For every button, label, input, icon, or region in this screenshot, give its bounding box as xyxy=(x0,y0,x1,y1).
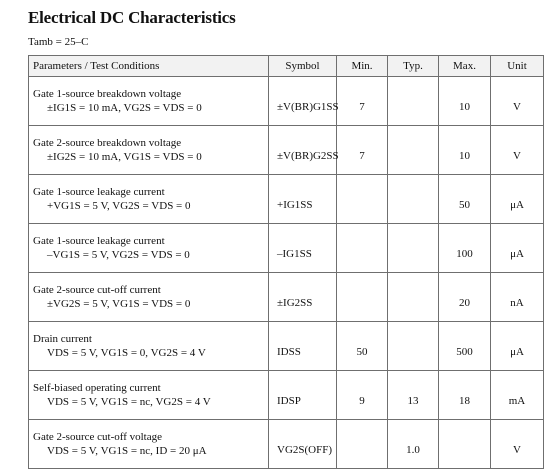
header-max: Max. xyxy=(439,56,491,77)
max-cell: 10 xyxy=(439,77,491,126)
table-row xyxy=(29,273,544,322)
page-title: Electrical DC Characteristics xyxy=(28,8,236,27)
unit-cell: V xyxy=(491,126,544,175)
max-cell xyxy=(439,420,491,469)
min-cell xyxy=(337,420,388,469)
table-row xyxy=(29,322,544,371)
parameter-cell xyxy=(29,420,269,469)
unit-cell: V xyxy=(491,77,544,126)
typ-cell xyxy=(388,322,439,371)
min-cell: 7 xyxy=(337,126,388,175)
table-row xyxy=(29,77,544,126)
symbol-value: –IG1SS xyxy=(277,248,312,260)
symbol-cell xyxy=(269,126,337,175)
parameter-cell xyxy=(29,322,269,371)
header-typ: Typ. xyxy=(388,56,439,77)
header-unit: Unit xyxy=(491,56,544,77)
test-condition: VDS = 5 V, VG1S = nc, ID = 20 μA xyxy=(47,445,207,457)
parameter-cell xyxy=(29,224,269,273)
max-cell: 100 xyxy=(439,224,491,273)
test-condition: ±IG1S = 10 mA, VG2S = VDS = 0 xyxy=(47,102,202,114)
min-cell: 9 xyxy=(337,371,388,420)
unit-cell: mA xyxy=(491,371,544,420)
parameter-name: Self-biased operating current xyxy=(33,382,161,394)
unit-cell: μA xyxy=(491,175,544,224)
table-row xyxy=(29,126,544,175)
header-min: Min. xyxy=(337,56,388,77)
header-parameters: Parameters / Test Conditions xyxy=(29,56,269,77)
test-condition: –VG1S = 5 V, VG2S = VDS = 0 xyxy=(47,249,190,261)
max-cell: 10 xyxy=(439,126,491,175)
table-row xyxy=(29,420,544,469)
unit-cell: μA xyxy=(491,322,544,371)
max-cell: 50 xyxy=(439,175,491,224)
typ-cell xyxy=(388,224,439,273)
min-cell xyxy=(337,224,388,273)
parameter-name: Gate 1-source leakage current xyxy=(33,186,165,198)
parameter-cell xyxy=(29,175,269,224)
table-row xyxy=(29,175,544,224)
table-row xyxy=(29,371,544,420)
parameter-name: Gate 2-source cut-off voltage xyxy=(33,431,162,443)
symbol-cell xyxy=(269,224,337,273)
symbol-cell xyxy=(269,175,337,224)
typ-cell: 1.0 xyxy=(388,420,439,469)
typ-cell xyxy=(388,126,439,175)
symbol-cell xyxy=(269,322,337,371)
symbol-value: VG2S(OFF) xyxy=(277,444,333,456)
symbol-value: ±V(BR)G1SS xyxy=(277,101,339,113)
unit-cell: nA xyxy=(491,273,544,322)
test-condition: ±IG2S = 10 mA, VG1S = VDS = 0 xyxy=(47,151,202,163)
test-condition: ±VG2S = 5 V, VG1S = VDS = 0 xyxy=(47,298,191,310)
min-cell: 50 xyxy=(337,322,388,371)
max-cell: 500 xyxy=(439,322,491,371)
typ-cell: 13 xyxy=(388,371,439,420)
test-condition: +VG1S = 5 V, VG2S = VDS = 0 xyxy=(47,200,191,212)
symbol-value: IDSP xyxy=(277,395,301,407)
typ-cell xyxy=(388,175,439,224)
symbol-value: ±V(BR)G2SS xyxy=(277,150,339,162)
test-condition: VDS = 5 V, VG1S = nc, VG2S = 4 V xyxy=(47,396,211,408)
unit-cell: μA xyxy=(491,224,544,273)
symbol-cell xyxy=(269,77,337,126)
parameter-cell xyxy=(29,273,269,322)
typ-cell xyxy=(388,273,439,322)
symbol-cell xyxy=(269,420,337,469)
test-condition: VDS = 5 V, VG1S = 0, VG2S = 4 V xyxy=(47,347,206,359)
min-cell xyxy=(337,175,388,224)
temperature-condition: Tamb = 25–C xyxy=(28,36,89,48)
min-cell: 7 xyxy=(337,77,388,126)
parameter-name: Drain current xyxy=(33,333,92,345)
parameter-cell xyxy=(29,371,269,420)
symbol-cell xyxy=(269,371,337,420)
min-cell xyxy=(337,273,388,322)
unit-cell: V xyxy=(491,420,544,469)
symbol-value: IDSS xyxy=(277,346,301,358)
typ-cell xyxy=(388,77,439,126)
max-cell: 18 xyxy=(439,371,491,420)
parameter-cell xyxy=(29,126,269,175)
parameter-name: Gate 2-source breakdown voltage xyxy=(33,137,182,149)
dc-characteristics-table xyxy=(28,55,544,469)
symbol-cell xyxy=(269,273,337,322)
parameter-name: Gate 2-source cut-off current xyxy=(33,284,161,296)
header-symbol: Symbol xyxy=(269,56,337,77)
table-row xyxy=(29,224,544,273)
parameter-name: Gate 1-source leakage current xyxy=(33,235,165,247)
parameter-cell xyxy=(29,77,269,126)
max-cell: 20 xyxy=(439,273,491,322)
symbol-value: ±IG2SS xyxy=(277,297,313,309)
parameter-name: Gate 1-source breakdown voltage xyxy=(33,88,182,100)
table-header-row xyxy=(29,56,544,77)
symbol-value: +IG1SS xyxy=(277,199,313,211)
